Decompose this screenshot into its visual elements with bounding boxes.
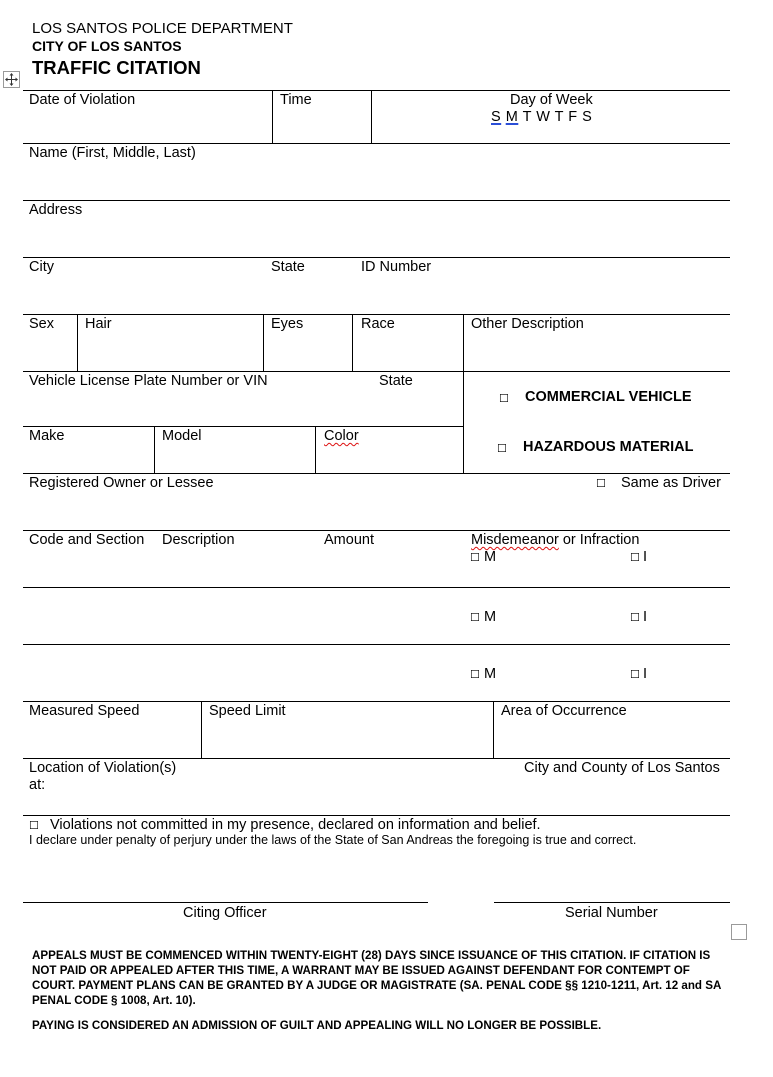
misdemeanor-option: M bbox=[484, 609, 497, 625]
city-name: CITY OF LOS SANTOS bbox=[32, 38, 182, 54]
divider bbox=[463, 314, 464, 473]
area-of-occurrence-label: Area of Occurrence bbox=[501, 703, 627, 719]
appeals-notice: APPEALS MUST BE COMMENCED WITHIN TWENTY-EIGHT (28) DAYS SINCE ISSUANCE OF THIS CITATION. IF CITATION IS NOT PAID OR APPEALED AFTER THIS TIME, A WARRANT MAY BE ISSUED AGAINST DEFENDANT FOR CONTEMPT OF COURT. PAYMENT PLANS CAN BE GRANTED BY A JUDGE OR MAGISTRATE (SA. PENAL CODE §§ 1210-1211, Art. 12 and SA PENAL CODE § 1008, Art. 10). bbox=[32, 949, 721, 1007]
page-title: TRAFFIC CITATION bbox=[32, 57, 201, 78]
checkbox-icon[interactable]: ☐ bbox=[630, 669, 640, 681]
divider bbox=[272, 90, 273, 143]
divider bbox=[263, 314, 264, 371]
description-label: Description bbox=[162, 532, 235, 548]
name-label: Name (First, Middle, Last) bbox=[29, 145, 196, 161]
day-monday[interactable]: M bbox=[505, 109, 519, 125]
rule bbox=[23, 473, 730, 474]
move-handle-icon[interactable] bbox=[3, 71, 20, 88]
time-label: Time bbox=[280, 92, 312, 108]
serial-number-label: Serial Number bbox=[565, 905, 658, 921]
speed-limit-label: Speed Limit bbox=[209, 703, 286, 719]
infraction-option: I bbox=[643, 666, 648, 682]
measured-speed-label: Measured Speed bbox=[29, 703, 140, 719]
checkbox-icon[interactable]: ☐ bbox=[470, 612, 480, 624]
day-rest[interactable]: T W T F S bbox=[522, 109, 593, 125]
rule-top bbox=[23, 90, 730, 91]
rule bbox=[23, 200, 730, 201]
checkbox-icon[interactable]: ☐ bbox=[630, 612, 640, 624]
checkbox-icon[interactable]: ☐ bbox=[630, 552, 640, 564]
amount-label: Amount bbox=[324, 532, 374, 548]
date-of-violation-label: Date of Violation bbox=[29, 92, 136, 108]
eyes-label: Eyes bbox=[271, 316, 304, 332]
rule bbox=[23, 644, 730, 645]
rule bbox=[23, 701, 730, 702]
day-of-week-options bbox=[491, 109, 592, 126]
checkbox-icon[interactable]: ☐ bbox=[499, 393, 509, 405]
divider bbox=[201, 701, 202, 758]
infraction-option: I bbox=[643, 549, 648, 565]
infraction-word: or Infraction bbox=[558, 532, 640, 548]
make-label: Make bbox=[29, 428, 65, 444]
paying-notice: PAYING IS CONSIDERED AN ADMISSION OF GUILT AND APPEALING WILL NO LONGER BE POSSIBLE. bbox=[32, 1019, 602, 1032]
perjury-statement: I declare under penalty of perjury under the laws of the State of San Andreas the foregoing is true and correct. bbox=[29, 833, 637, 847]
registered-owner-label: Registered Owner or Lessee bbox=[29, 475, 214, 491]
rule bbox=[23, 143, 730, 144]
divider bbox=[371, 90, 372, 143]
rule bbox=[23, 371, 730, 372]
rule bbox=[23, 314, 730, 315]
sex-label: Sex bbox=[29, 316, 54, 332]
misdemeanor-option: M bbox=[484, 666, 497, 682]
color-label: Color bbox=[324, 428, 359, 444]
resize-handle-icon[interactable] bbox=[731, 924, 747, 940]
rule bbox=[23, 587, 730, 588]
rule bbox=[23, 426, 464, 427]
checkbox-icon[interactable]: ☐ bbox=[29, 820, 39, 832]
hazardous-material-label: HAZARDOUS MATERIAL bbox=[523, 439, 694, 455]
code-section-label: Code and Section bbox=[29, 532, 145, 548]
checkbox-icon[interactable]: ☐ bbox=[470, 669, 480, 681]
rule bbox=[23, 530, 730, 531]
divider bbox=[493, 701, 494, 758]
checkbox-icon[interactable]: ☐ bbox=[497, 443, 507, 455]
divider bbox=[154, 426, 155, 473]
location-label: Location of Violation(s) bbox=[29, 760, 177, 776]
misdemeanor-option: M bbox=[484, 549, 497, 565]
city-label: City bbox=[29, 259, 54, 275]
misdemeanor-infraction-label bbox=[471, 532, 639, 549]
hair-label: Hair bbox=[85, 316, 112, 332]
divider bbox=[77, 314, 78, 371]
address-label: Address bbox=[29, 202, 83, 218]
day-of-week-label: Day of Week bbox=[510, 92, 593, 108]
misdemeanor-word: Misdemeanor bbox=[471, 532, 559, 548]
citing-officer-label: Citing Officer bbox=[183, 905, 267, 921]
race-label: Race bbox=[361, 316, 395, 332]
city-county-label: City and County of Los Santos bbox=[524, 760, 720, 776]
state-label: State bbox=[271, 259, 305, 275]
checkbox-icon[interactable]: ☐ bbox=[470, 552, 480, 564]
id-number-label: ID Number bbox=[361, 259, 432, 275]
other-description-label: Other Description bbox=[471, 316, 584, 332]
rule bbox=[23, 815, 730, 816]
same-as-driver-label: Same as Driver bbox=[621, 475, 721, 491]
location-at-label: at: bbox=[29, 777, 46, 793]
vehicle-plate-label: Vehicle License Plate Number or VIN bbox=[29, 373, 268, 389]
rule bbox=[23, 257, 730, 258]
model-label: Model bbox=[162, 428, 202, 444]
rule bbox=[23, 758, 730, 759]
checkbox-icon[interactable]: ☐ bbox=[596, 478, 606, 490]
divider bbox=[315, 426, 316, 473]
officer-signature-line[interactable] bbox=[23, 902, 428, 903]
vehicle-state-label: State bbox=[379, 373, 413, 389]
day-sunday[interactable]: S bbox=[491, 109, 502, 125]
divider bbox=[352, 314, 353, 371]
infraction-option: I bbox=[643, 609, 648, 625]
serial-number-line[interactable] bbox=[494, 902, 730, 903]
department-name: LOS SANTOS POLICE DEPARTMENT bbox=[32, 20, 293, 37]
presence-statement: Violations not committed in my presence, declared on information and belief. bbox=[50, 817, 541, 833]
commercial-vehicle-label: COMMERCIAL VEHICLE bbox=[525, 389, 692, 405]
